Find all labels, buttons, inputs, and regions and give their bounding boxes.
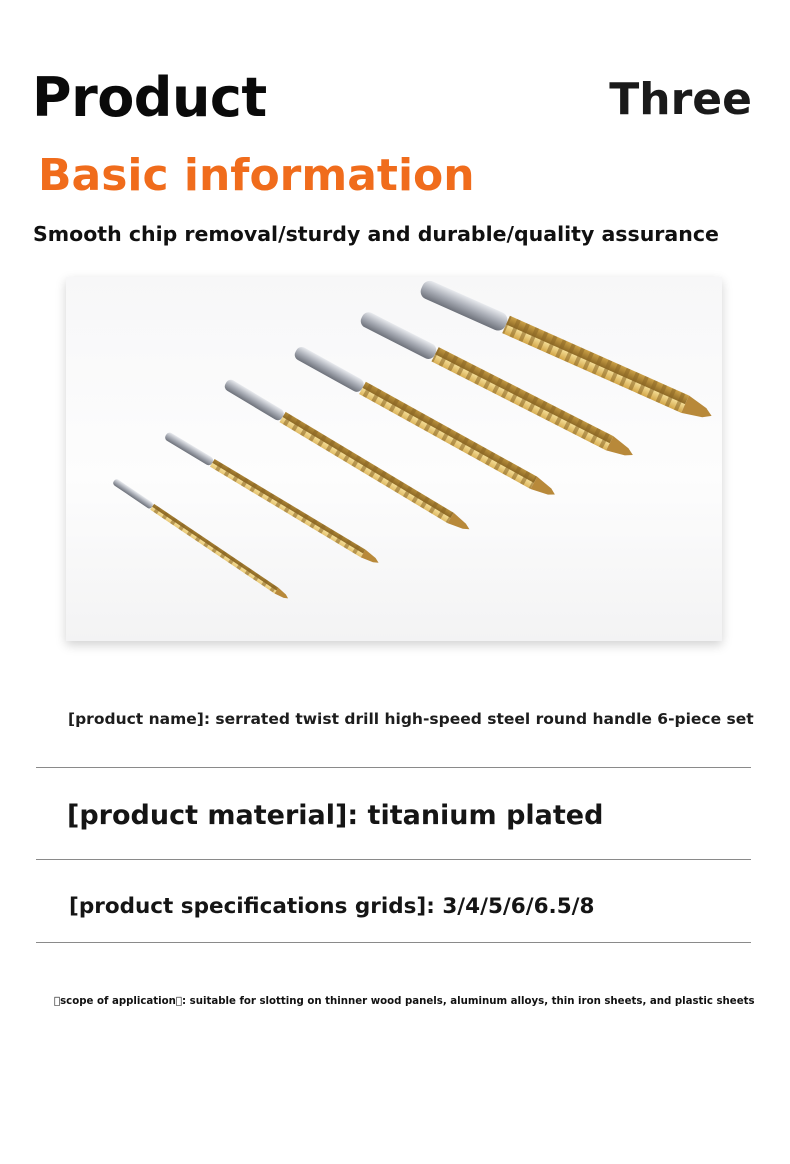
section-heading: Basic information: [38, 150, 475, 201]
drill-bit-8: [418, 278, 715, 424]
drill-bit-5: [223, 378, 473, 535]
product-name: [product name]: serrated twist drill high-speed steel round handle 6-piece set: [68, 710, 754, 728]
drill-bit-6: [293, 345, 559, 501]
product-material: [product material]: titanium plated: [67, 800, 604, 831]
divider: [36, 767, 751, 768]
section-number: Three: [609, 74, 752, 125]
drill-bit-set-icon: [66, 277, 722, 641]
divider: [36, 859, 751, 860]
page-title: Product: [32, 66, 267, 129]
product-photo: [66, 277, 722, 641]
scope-of-application:  scope of application : suitable for slotting on thinner wood panels, aluminum alloys, thin iron sheets, and plastic sheets: [54, 996, 755, 1007]
tagline: Smooth chip removal/sturdy and durable/quality assurance: [33, 222, 719, 246]
divider: [36, 942, 751, 943]
product-specifications: [product specifications grids]: 3/4/5/6/6.5/8: [69, 894, 595, 919]
drill-bit-6-5: [358, 310, 636, 462]
